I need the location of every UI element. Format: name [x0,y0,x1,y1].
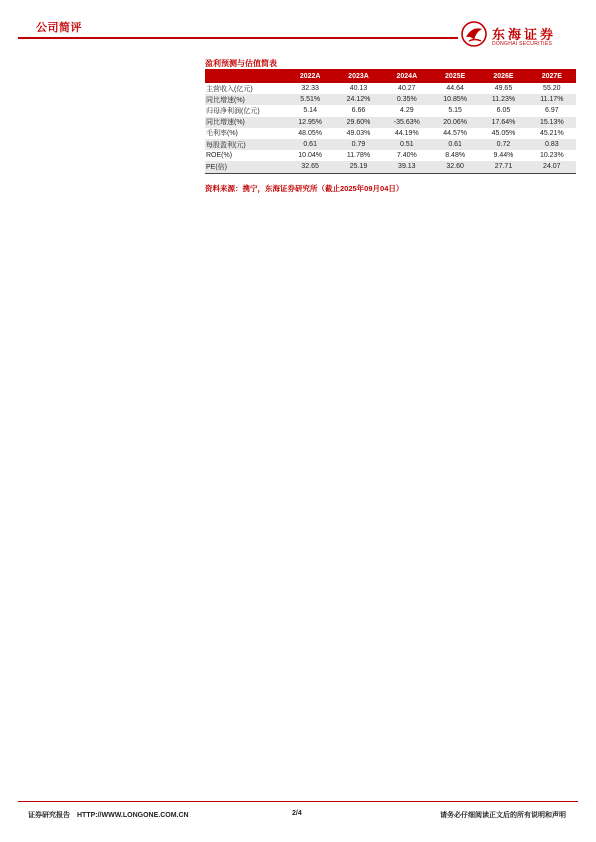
row-label: 主营收入(亿元) [206,85,253,93]
page-number: 2/4 [292,810,302,817]
table-cell: 27.71 [479,161,527,173]
table-cell: 48.05% [298,129,323,137]
table-cell: 32.65 [286,161,334,173]
table-cell: 10.04% [298,152,323,160]
footer-website: 证券研究报告 HTTP://WWW.LONGONE.COM.CN [28,812,189,819]
forecast-table [205,69,576,174]
row-label: 每股盈利(元) [205,139,286,150]
table-cell: 24.07 [528,161,576,173]
table-cell: 6.66 [351,107,366,115]
table-header-row [205,69,576,83]
table-cell: -35.63% [383,117,431,128]
row-label: 同比增速(%) [205,117,286,128]
row-label: 毛利率(%) [206,130,238,138]
table-cell: 0.72 [479,139,527,150]
table-cell: 0.61 [431,139,479,150]
table-cell: 17.64% [479,117,527,128]
table-cell: 32.33 [301,85,319,93]
table-cell: 55.20 [543,85,561,93]
table-cell: 24.12% [334,94,382,105]
footer-divider [18,801,578,802]
table-cell: 11.78% [346,152,371,160]
table-row [205,83,576,94]
table-cell: 45.21% [539,129,564,137]
table-cell: 10.23% [539,152,564,160]
table-cell: 32.60 [431,161,479,173]
column-header: 2027E [528,69,576,83]
table-row [205,128,576,139]
header-divider [18,37,458,39]
footer-disclaimer: 请务必仔细阅读正文后的所有说明和声明 [440,812,566,819]
table-cell: 15.13% [528,117,576,128]
table-title: 盈利预测与估值简表 [205,59,277,68]
table-cell: 29.60% [334,117,382,128]
row-label: 同比增速(%) [205,94,286,105]
data-source-note: 资料来源：携宁，东海证券研究所（截止2025年09月04日） [205,184,404,193]
table-cell: 45.05% [491,129,516,137]
table-row [205,161,576,173]
column-header [205,69,286,83]
table-cell: 4.29 [400,107,414,115]
table-cell: 6.97 [545,107,559,115]
table-cell: 0.51 [383,139,431,150]
logo-english-name: DONGHAI SECURITIES [492,41,553,47]
table-cell: 49.03% [346,129,371,137]
table-cell: 0.83 [528,139,576,150]
column-header: 2026E [479,69,527,83]
table-cell: 44.57% [443,129,468,137]
table-cell: 44.19% [394,129,419,137]
column-header: 2025E [431,69,479,83]
table-cell: 5.51% [286,94,334,105]
table-cell: 6.05 [496,107,511,115]
table-cell: 0.35% [383,94,431,105]
row-label: 归母净利润(亿元) [206,107,260,115]
section-title: 公司简评 [36,22,82,34]
table-row [205,150,576,161]
column-header: 2022A [286,69,334,83]
table-cell: 11.17% [528,94,576,105]
table-row [205,117,576,128]
table-row [205,139,576,150]
table-cell: 0.79 [334,139,382,150]
table-cell: 0.61 [286,139,334,150]
table-cell: 5.15 [448,107,462,115]
column-header: 2024A [383,69,431,83]
logo-chinese-name: 东海证券 [492,27,557,42]
logo-mark-icon [460,20,488,48]
table-cell: 8.48% [445,152,466,160]
table-cell: 9.44% [493,152,514,160]
table-cell: 20.06% [431,117,479,128]
table-cell: 12.95% [286,117,334,128]
table-row [205,94,576,105]
table-row [205,105,576,116]
table-cell: 5.14 [303,107,317,115]
table-cell: 25.19 [334,161,382,173]
table-cell: 40.13 [349,85,368,93]
row-label: PE(倍) [205,161,286,173]
table-cell: 10.85% [431,94,479,105]
row-label: ROE(%) [206,152,233,160]
table-cell: 39.13 [383,161,431,173]
company-logo [460,20,580,48]
table-cell: 49.65 [494,85,513,93]
table-cell: 11.23% [479,94,527,105]
table-cell: 7.40% [396,152,417,160]
table-cell: 44.64 [446,85,464,93]
column-header: 2023A [334,69,382,83]
table-cell: 40.27 [398,85,416,93]
